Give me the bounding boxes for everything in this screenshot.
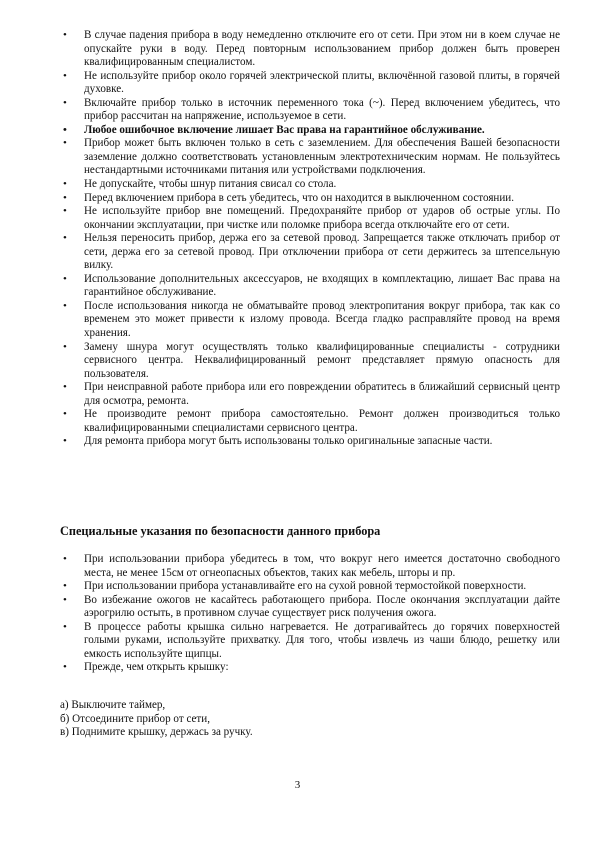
warning-item: • Не используйте прибор около горячей электрической плиты, включённой газовой плиты, в горячей духовке. bbox=[60, 70, 560, 97]
page-number: 3 bbox=[294, 779, 301, 791]
warning-item: • После использования никогда не обматывайте провод электропитания вокруг прибора, так как со временем это может привести к излому провода. Всегда гладко расправляйте провод на время хранения. bbox=[60, 300, 560, 341]
warning-item: • Любое ошибочное включение лишает Вас права на гарантийное обслуживание. bbox=[60, 124, 560, 138]
special-warning-item: • В процессе работы крышка сильно нагревается. Не дотрагивайтесь до горячих поверхностей голыми руками, используйте прихватку. Для того, чтобы извлечь из чаши блюдо, решетку или емкость используйте щипцы. bbox=[60, 621, 560, 662]
warning-item: • В случае падения прибора в воду немедленно отключите его от сети. При этом ни в коем случае не опускайте руки в воду. Перед повторным использованием прибор должен быть проверен квалифицированным специалистом. bbox=[60, 29, 560, 70]
general-safety-list bbox=[60, 29, 560, 449]
warning-item: • Прибор может быть включен только в сеть с заземлением. Для обеспечения Вашей безопасности заземление должно соответствовать установленным электротехническим нормам. Не пользуйтесь нестандартными источниками питания или устройствами подключения. bbox=[60, 137, 560, 178]
warning-item: • Не производите ремонт прибора самостоятельно. Ремонт должен производиться только квалифицированными специалистами сервисного центра. bbox=[60, 408, 560, 435]
warning-item: • Включайте прибор только в источник переменного тока (~). Перед включением убедитесь, что прибор рассчитан на напряжение, используемое в сети. bbox=[60, 97, 560, 124]
special-warning-item: • Прежде, чем открыть крышку: bbox=[60, 661, 560, 675]
section-heading: Специальные указания по безопасности данного прибора bbox=[60, 524, 381, 538]
warning-item: • Использование дополнительных аксессуаров, не входящих в комплектацию, лишает Вас права на гарантийное обслуживание. bbox=[60, 273, 560, 300]
step-item: б) Отсоедините прибор от сети, bbox=[60, 712, 210, 725]
special-warning-item: • При использовании прибора устанавливайте его на сухой ровной термостойкой поверхности. bbox=[60, 580, 560, 594]
step-item: а) Выключите таймер, bbox=[60, 699, 166, 711]
warning-item: • Для ремонта прибора могут быть использованы только оригинальные запасные части. bbox=[60, 435, 560, 449]
step-item: в) Поднимите крышку, держась за ручку. bbox=[60, 726, 253, 739]
warning-item: • При неисправной работе прибора или его повреждении обратитесь в ближайший сервисный центр для осмотра, ремонта. bbox=[60, 381, 560, 408]
warning-item: • Нельзя переносить прибор, держа его за сетевой провод. Запрещается также отключать прибор от сети, держа его за сетевой провод. При отключении прибора от сети держитесь за штепсельную вилку. bbox=[60, 232, 560, 273]
special-safety-list bbox=[60, 553, 560, 675]
warning-item: • Перед включением прибора в сеть убедитесь, что он находится в выключенном состоянии. bbox=[60, 192, 560, 206]
warning-item: • Замену шнура могут осуществлять только квалифицированные специалисты - сотрудники сервисного центра. Неквалифицированный ремонт представляет прямую опасность для пользователя. bbox=[60, 341, 560, 382]
warning-item: • Не используйте прибор вне помещений. Предохраняйте прибор от ударов об острые углы. По окончании эксплуатации, при чистке или поломке прибора всегда отключайте его от сети. bbox=[60, 205, 560, 232]
warning-item: • Не допускайте, чтобы шнур питания свисал со стола. bbox=[60, 178, 560, 192]
special-warning-item: • При использовании прибора убедитесь в том, что вокруг него имеется достаточно свободного места, не менее 15см от огнеопасных объектов, таких как мебель, шторы и пр. bbox=[60, 553, 560, 580]
lid-opening-steps bbox=[60, 699, 560, 740]
special-warning-item: • Во избежание ожогов не касайтесь работающего прибора. После окончания эксплуатации дайте аэрогрилю остыть, в противном случае существует риск получения ожога. bbox=[60, 594, 560, 621]
